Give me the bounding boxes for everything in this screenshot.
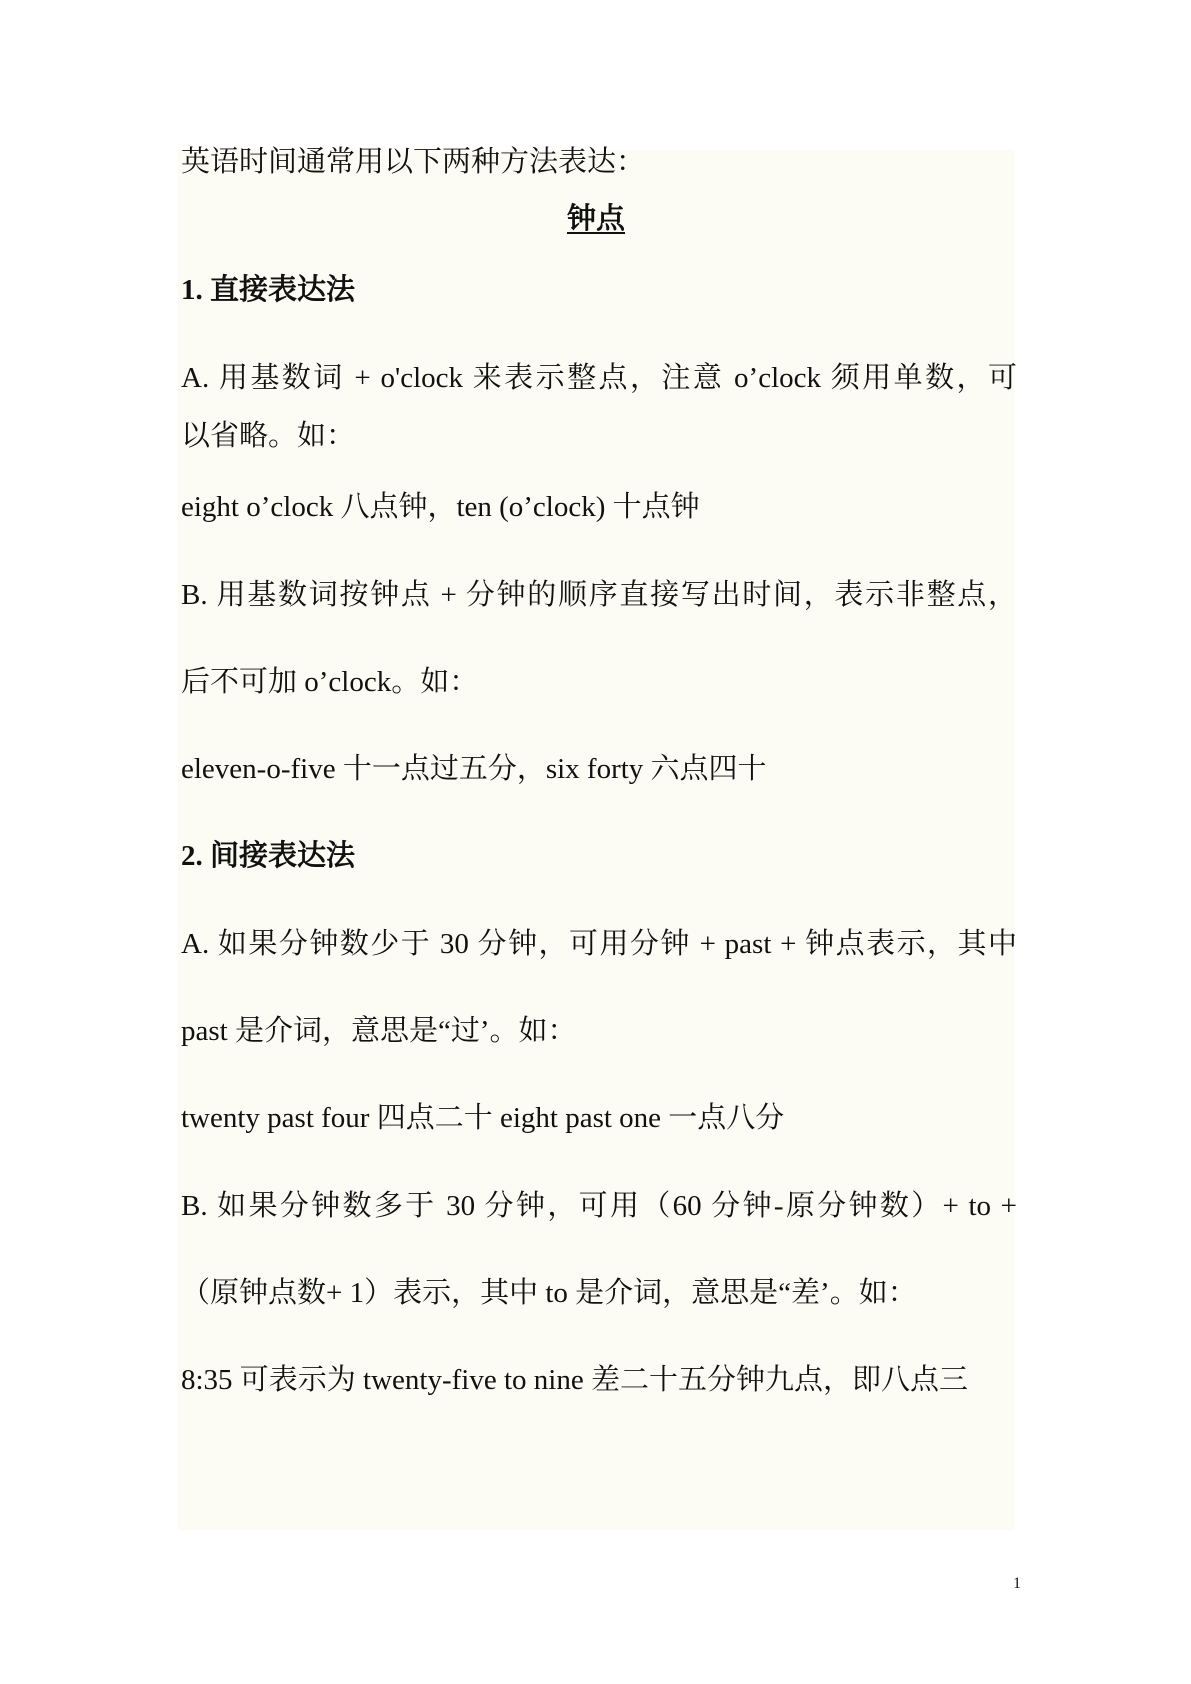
part1-b-line1: B. 用基数词按钟点 + 分钟的顺序直接写出时间，表示非整点， <box>181 579 1017 611</box>
part1-a-line1: A. 用基数词 + o'clock 来表示整点，注意 o’clock 须用单数，可 <box>181 362 1017 394</box>
part1-heading: 1. 直接表达法 <box>181 274 356 306</box>
intro-text: 英语时间通常用以下两种方法表达： <box>181 146 646 178</box>
page-number: 1 <box>1013 1575 1021 1592</box>
part1-b-line2: 后不可加 o’clock。如： <box>181 666 479 698</box>
part2-b-line1: B. 如果分钟数多于 30 分钟，可用（60 分钟-原分钟数）+ to + <box>181 1190 1017 1222</box>
section-title-text: 钟点 <box>566 203 625 235</box>
part1-a-example: eight o’clock 八点钟，ten (o’clock) 十点钟 <box>181 491 700 523</box>
part1-b-example: eleven-o-five 十一点过五分，six forty 六点四十 <box>181 753 767 785</box>
part1-a-line2: 以省略。如： <box>181 420 356 452</box>
section-title <box>178 201 1014 237</box>
part2-heading: 2. 间接表达法 <box>181 840 356 872</box>
part2-a-line2: past 是介词，意思是“过’。如： <box>181 1015 577 1047</box>
part2-a-example: twenty past four 四点二十 eight past one 一点八分 <box>181 1102 785 1134</box>
part2-a-line1: A. 如果分钟数少于 30 分钟，可用分钟 + past + 钟点表示，其中 <box>181 928 1017 960</box>
part2-b-example: 8:35 可表示为 twenty-five to nine 差二十五分钟九点，即八点三 <box>181 1364 968 1396</box>
part2-b-line2: （原钟点数+ 1）表示，其中 to 是介词，意思是“差’。如： <box>181 1277 917 1309</box>
